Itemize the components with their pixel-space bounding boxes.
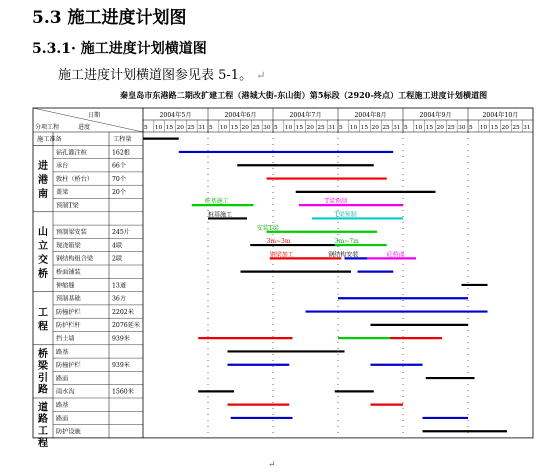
- group-label-char: 引: [38, 372, 48, 384]
- row-qty: 2202米: [112, 308, 134, 316]
- group-label-char: 南: [38, 188, 48, 200]
- row-name: 承台: [56, 162, 69, 170]
- subsection-heading: 5.3.1· 施工进度计划横道图: [32, 41, 207, 57]
- day-label: 31: [523, 125, 531, 131]
- row-qty: 13道: [112, 282, 127, 290]
- row-name: 敦柱（桥台）: [56, 175, 94, 183]
- month-label: 2004年8月: [354, 112, 387, 119]
- day-label: 31: [328, 125, 336, 131]
- group-label-char: 工: [38, 426, 48, 438]
- header-date-label: 日期: [88, 112, 101, 119]
- day-label: 5: [339, 125, 343, 131]
- row-name: 预制基础: [56, 295, 81, 303]
- month-label: 2004年7月: [289, 112, 322, 119]
- bar-annotation: 桩基施工: [208, 211, 233, 219]
- row-name: 预制T梁: [56, 202, 79, 210]
- day-label: 30: [263, 125, 271, 131]
- day-label: 10: [349, 125, 358, 131]
- row-qty: 4联: [112, 242, 123, 250]
- group-label-char: 桥: [38, 268, 48, 280]
- row-name: 路面: [56, 375, 69, 383]
- day-label: 20: [241, 125, 249, 131]
- day-label: 5: [144, 125, 148, 131]
- bar-annotation: 3m~3m: [266, 238, 291, 246]
- footer-mark: ↵: [268, 460, 276, 470]
- day-label: 20: [436, 125, 444, 131]
- row-name: 雨水沟: [56, 388, 75, 396]
- row-name: 伸缩缝: [56, 282, 75, 290]
- row-qty: 36方: [112, 295, 127, 303]
- bar-annotation: 砼桥面: [386, 251, 405, 259]
- day-label: 15: [425, 125, 434, 131]
- day-label: 15: [165, 125, 174, 131]
- group-label-char: 路: [38, 414, 48, 426]
- day-label: 20: [501, 125, 509, 131]
- day-label: 20: [176, 125, 184, 131]
- row-qty: 70个: [112, 175, 127, 183]
- row-name: 桥面铺装: [56, 269, 81, 276]
- group-label-char: 港: [38, 174, 48, 186]
- bar-annotation: 3m~7m: [334, 238, 359, 246]
- row-name: 路基: [56, 402, 69, 409]
- section-heading: 5.3 施工进度计划图: [32, 8, 187, 28]
- day-label: 25: [512, 125, 520, 131]
- chart-title: 秦皇岛市东港路二期改扩建工程（港城大街-东山街）第5标段（2920-终点）工程施工进度计划横道图: [120, 90, 488, 100]
- group-label-char: 立: [38, 240, 48, 252]
- row-qty: 939米: [112, 362, 130, 370]
- bar-annotation: 桩基施工: [204, 198, 229, 206]
- bar-annotation: T梁预制: [325, 198, 348, 206]
- row-qty: 2联: [112, 255, 123, 263]
- group-label-char: 工: [38, 307, 48, 319]
- day-label: 10: [414, 125, 423, 131]
- paragraph-mark: ↵: [256, 69, 266, 82]
- bar-annotation: T梁预制: [334, 211, 357, 219]
- row-name: 防护设施: [56, 428, 81, 436]
- day-label: 10: [154, 125, 163, 131]
- group-label-char: 桥: [38, 349, 48, 361]
- row-name: 现浇箱梁: [56, 242, 81, 250]
- day-label: 10: [479, 125, 488, 131]
- row-name: 路面: [56, 415, 69, 423]
- bar-annotation: 安装T梁: [256, 224, 279, 232]
- row-name: 钻孔灌注桩: [56, 149, 87, 157]
- header-progress-label: 进度: [78, 124, 91, 131]
- group-label-char: 梁: [38, 361, 48, 373]
- day-label: 30: [458, 125, 466, 131]
- row-qty: 2076延米: [112, 322, 141, 330]
- group-label-char: 交: [38, 254, 48, 266]
- day-label: 20: [371, 125, 379, 131]
- group-label-char: 路: [38, 384, 48, 396]
- day-label: 25: [317, 125, 325, 131]
- day-label: 20: [306, 125, 314, 131]
- row-qty: 1560米: [112, 388, 134, 396]
- day-label: 15: [490, 125, 499, 131]
- row-name: 预制梁安装: [56, 229, 87, 237]
- row-qty-header: 工程量: [113, 136, 132, 143]
- day-label: 25: [252, 125, 260, 131]
- row-name: 防撞护栏: [56, 308, 81, 316]
- group-label-char: 程: [38, 321, 48, 333]
- month-label: 2004年10月: [482, 112, 519, 119]
- row-qty: 66个: [112, 162, 127, 170]
- day-label: 10: [284, 125, 293, 131]
- day-label: 10: [219, 125, 228, 131]
- row-name: 钢结构组合梁: [56, 255, 94, 263]
- group-label-char: 山: [38, 226, 48, 238]
- row-qty: 20个: [112, 189, 127, 197]
- row-qty: 939米: [112, 335, 130, 343]
- group-label-char: 程: [38, 437, 48, 449]
- row-name: 施工准备: [37, 136, 62, 143]
- group-label-char: 道: [38, 402, 48, 414]
- month-label: 2004年6月: [224, 112, 257, 119]
- day-label: 31: [393, 125, 401, 131]
- month-label: 2004年5月: [159, 112, 192, 119]
- day-label: 25: [447, 125, 455, 131]
- day-label: 5: [404, 125, 408, 131]
- table-border: [33, 108, 533, 438]
- day-label: 25: [382, 125, 390, 131]
- row-name: 路基: [56, 348, 69, 356]
- day-label: 25: [187, 125, 195, 131]
- day-label: 15: [295, 125, 304, 131]
- day-label: 31: [198, 125, 206, 131]
- group-label-char: 进: [38, 160, 48, 172]
- day-label: 5: [274, 125, 278, 131]
- day-label: 5: [469, 125, 473, 131]
- day-label: 15: [360, 125, 369, 131]
- month-label: 2004年9月: [419, 112, 452, 119]
- row-qty: 162根: [112, 149, 130, 157]
- row-name: 挡土墙: [56, 335, 75, 343]
- row-qty: 245片: [112, 229, 130, 237]
- row-name: 盖梁: [56, 189, 69, 197]
- row-name: 防撞护栏: [56, 362, 81, 370]
- day-label: 15: [230, 125, 239, 131]
- header-item-label: 分项工程: [35, 124, 60, 131]
- bar-annotation: 钢梁加工: [269, 251, 294, 259]
- day-label: 5: [209, 125, 213, 131]
- paragraph-text: 施工进度计划横道图参见表 5-1。: [58, 68, 253, 83]
- bar-annotation: 钢结构安装: [328, 251, 359, 259]
- row-name: 防护栏杆: [56, 322, 81, 330]
